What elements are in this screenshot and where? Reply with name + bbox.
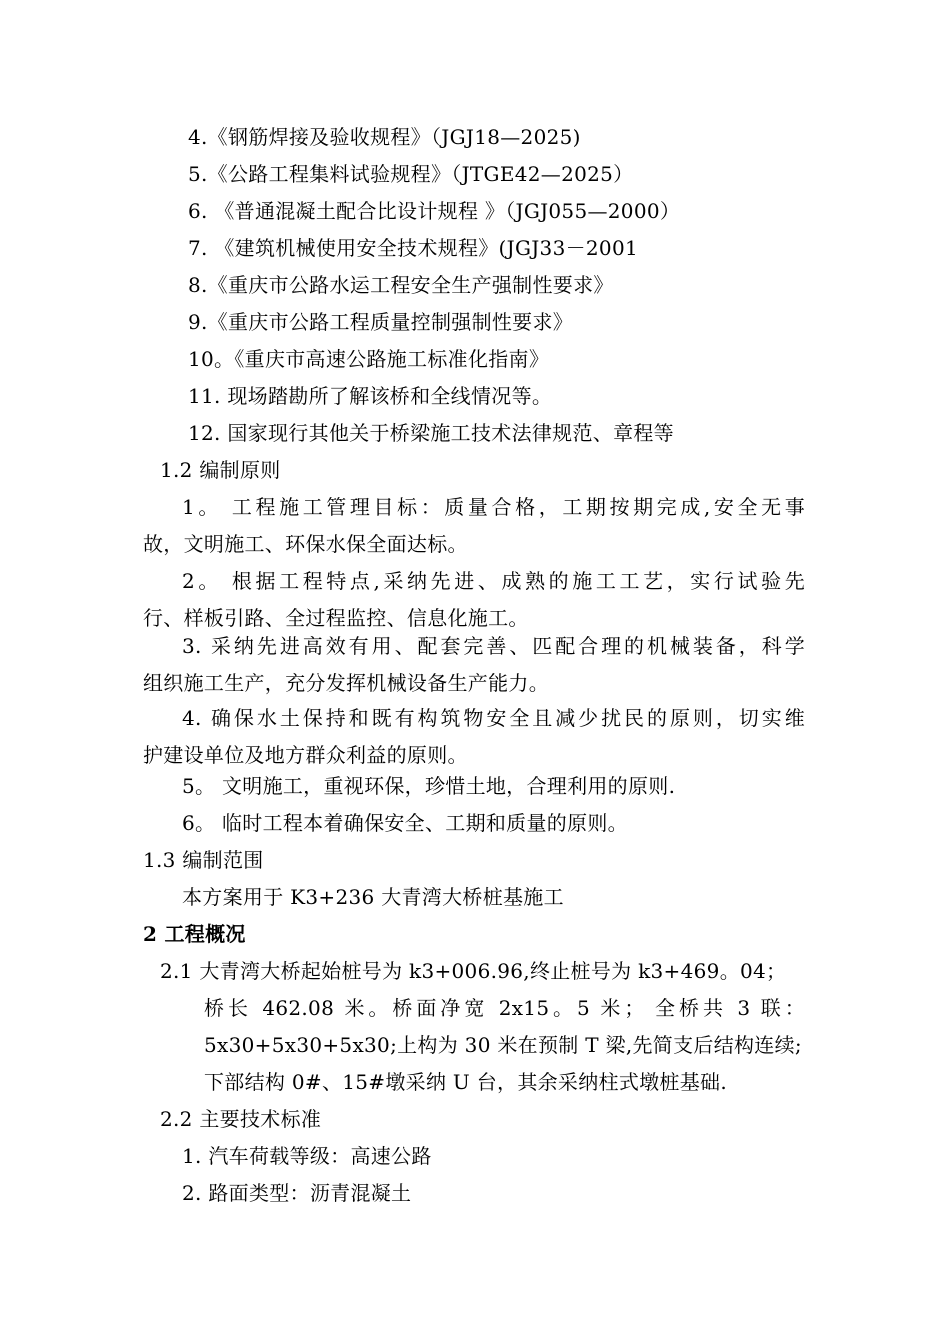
principle-3-line-2: 组织施工生产，充分发挥机械设备生产能力。 [143, 671, 549, 695]
reference-item-10: 10。《重庆市高速公路施工标准化指南》 [188, 347, 550, 371]
section-heading-2: 2 工程概况 [143, 922, 246, 946]
principle-4-line-2: 护建设单位及地方群众利益的原则。 [143, 743, 468, 767]
reference-item-7: 7. 《建筑机械使用安全技术规程》(JGJ33－2001 [188, 236, 639, 260]
principle-1-line-2: 故，文明施工、环保水保全面达标。 [143, 532, 468, 556]
overview-2-1-line-3: 5x30+5x30+5x30;上构为 30 米在预制 T 梁,先简支后结构连续; [204, 1033, 802, 1057]
principle-3-line-1: 3. 采纳先进高效有用、配套完善、匹配合理的机械装备，科学 [182, 634, 805, 658]
reference-item-5: 5.《公路工程集料试验规程》（JTGE42—2025） [188, 162, 634, 186]
standard-item-1: 1. 汽车荷载等级：高速公路 [182, 1144, 432, 1168]
reference-item-6: 6. 《普通混凝土配合比设计规程 》（JGJ055—2000） [188, 199, 681, 223]
reference-item-4: 4.《钢筋焊接及验收规程》（JGJ18—2025) [188, 125, 581, 149]
section-heading-1-3: 1.3 编制范围 [143, 848, 264, 872]
section-heading-1-2: 1.2 编制原则 [160, 458, 281, 482]
overview-2-1-line-2: 桥长 462.08 米。桥面净宽 2x15。5 米； 全桥共 3 联： [204, 996, 805, 1020]
reference-item-9: 9.《重庆市公路工程质量控制强制性要求》 [188, 310, 574, 334]
principle-4-line-1: 4. 确保水土保持和既有构筑物安全且减少扰民的原则，切实维 [182, 706, 805, 730]
reference-item-8: 8.《重庆市公路水运工程安全生产强制性要求》 [188, 273, 614, 297]
principle-1-line-1: 1。 工程施工管理目标：质量合格，工期按期完成,安全无事 [182, 495, 805, 519]
overview-2-1-line-4: 下部结构 0#、15#墩采纳 U 台，其余采纳柱式墩桩基础. [204, 1070, 727, 1094]
scope-text: 本方案用于 K3+236 大青湾大桥桩基施工 [182, 885, 564, 909]
principle-5: 5。 文明施工，重视环保，珍惜土地，合理利用的原则. [182, 774, 676, 798]
reference-item-12: 12. 国家现行其他关于桥梁施工技术法律规范、章程等 [188, 421, 674, 445]
section-heading-2-2: 2.2 主要技术标准 [160, 1107, 322, 1131]
principle-6: 6。 临时工程本着确保安全、工期和质量的原则。 [182, 811, 628, 835]
overview-2-1-line-1: 2.1 大青湾大桥起始桩号为 k3+006.96,终止桩号为 k3+469。04； [160, 959, 787, 983]
principle-2-line-1: 2。 根据工程特点,采纳先进、成熟的施工工艺，实行试验先 [182, 569, 805, 593]
standard-item-2: 2. 路面类型：沥青混凝土 [182, 1181, 412, 1205]
reference-item-11: 11. 现场踏勘所了解该桥和全线情况等。 [188, 384, 553, 408]
principle-2-line-2: 行、样板引路、全过程监控、信息化施工。 [143, 606, 529, 630]
